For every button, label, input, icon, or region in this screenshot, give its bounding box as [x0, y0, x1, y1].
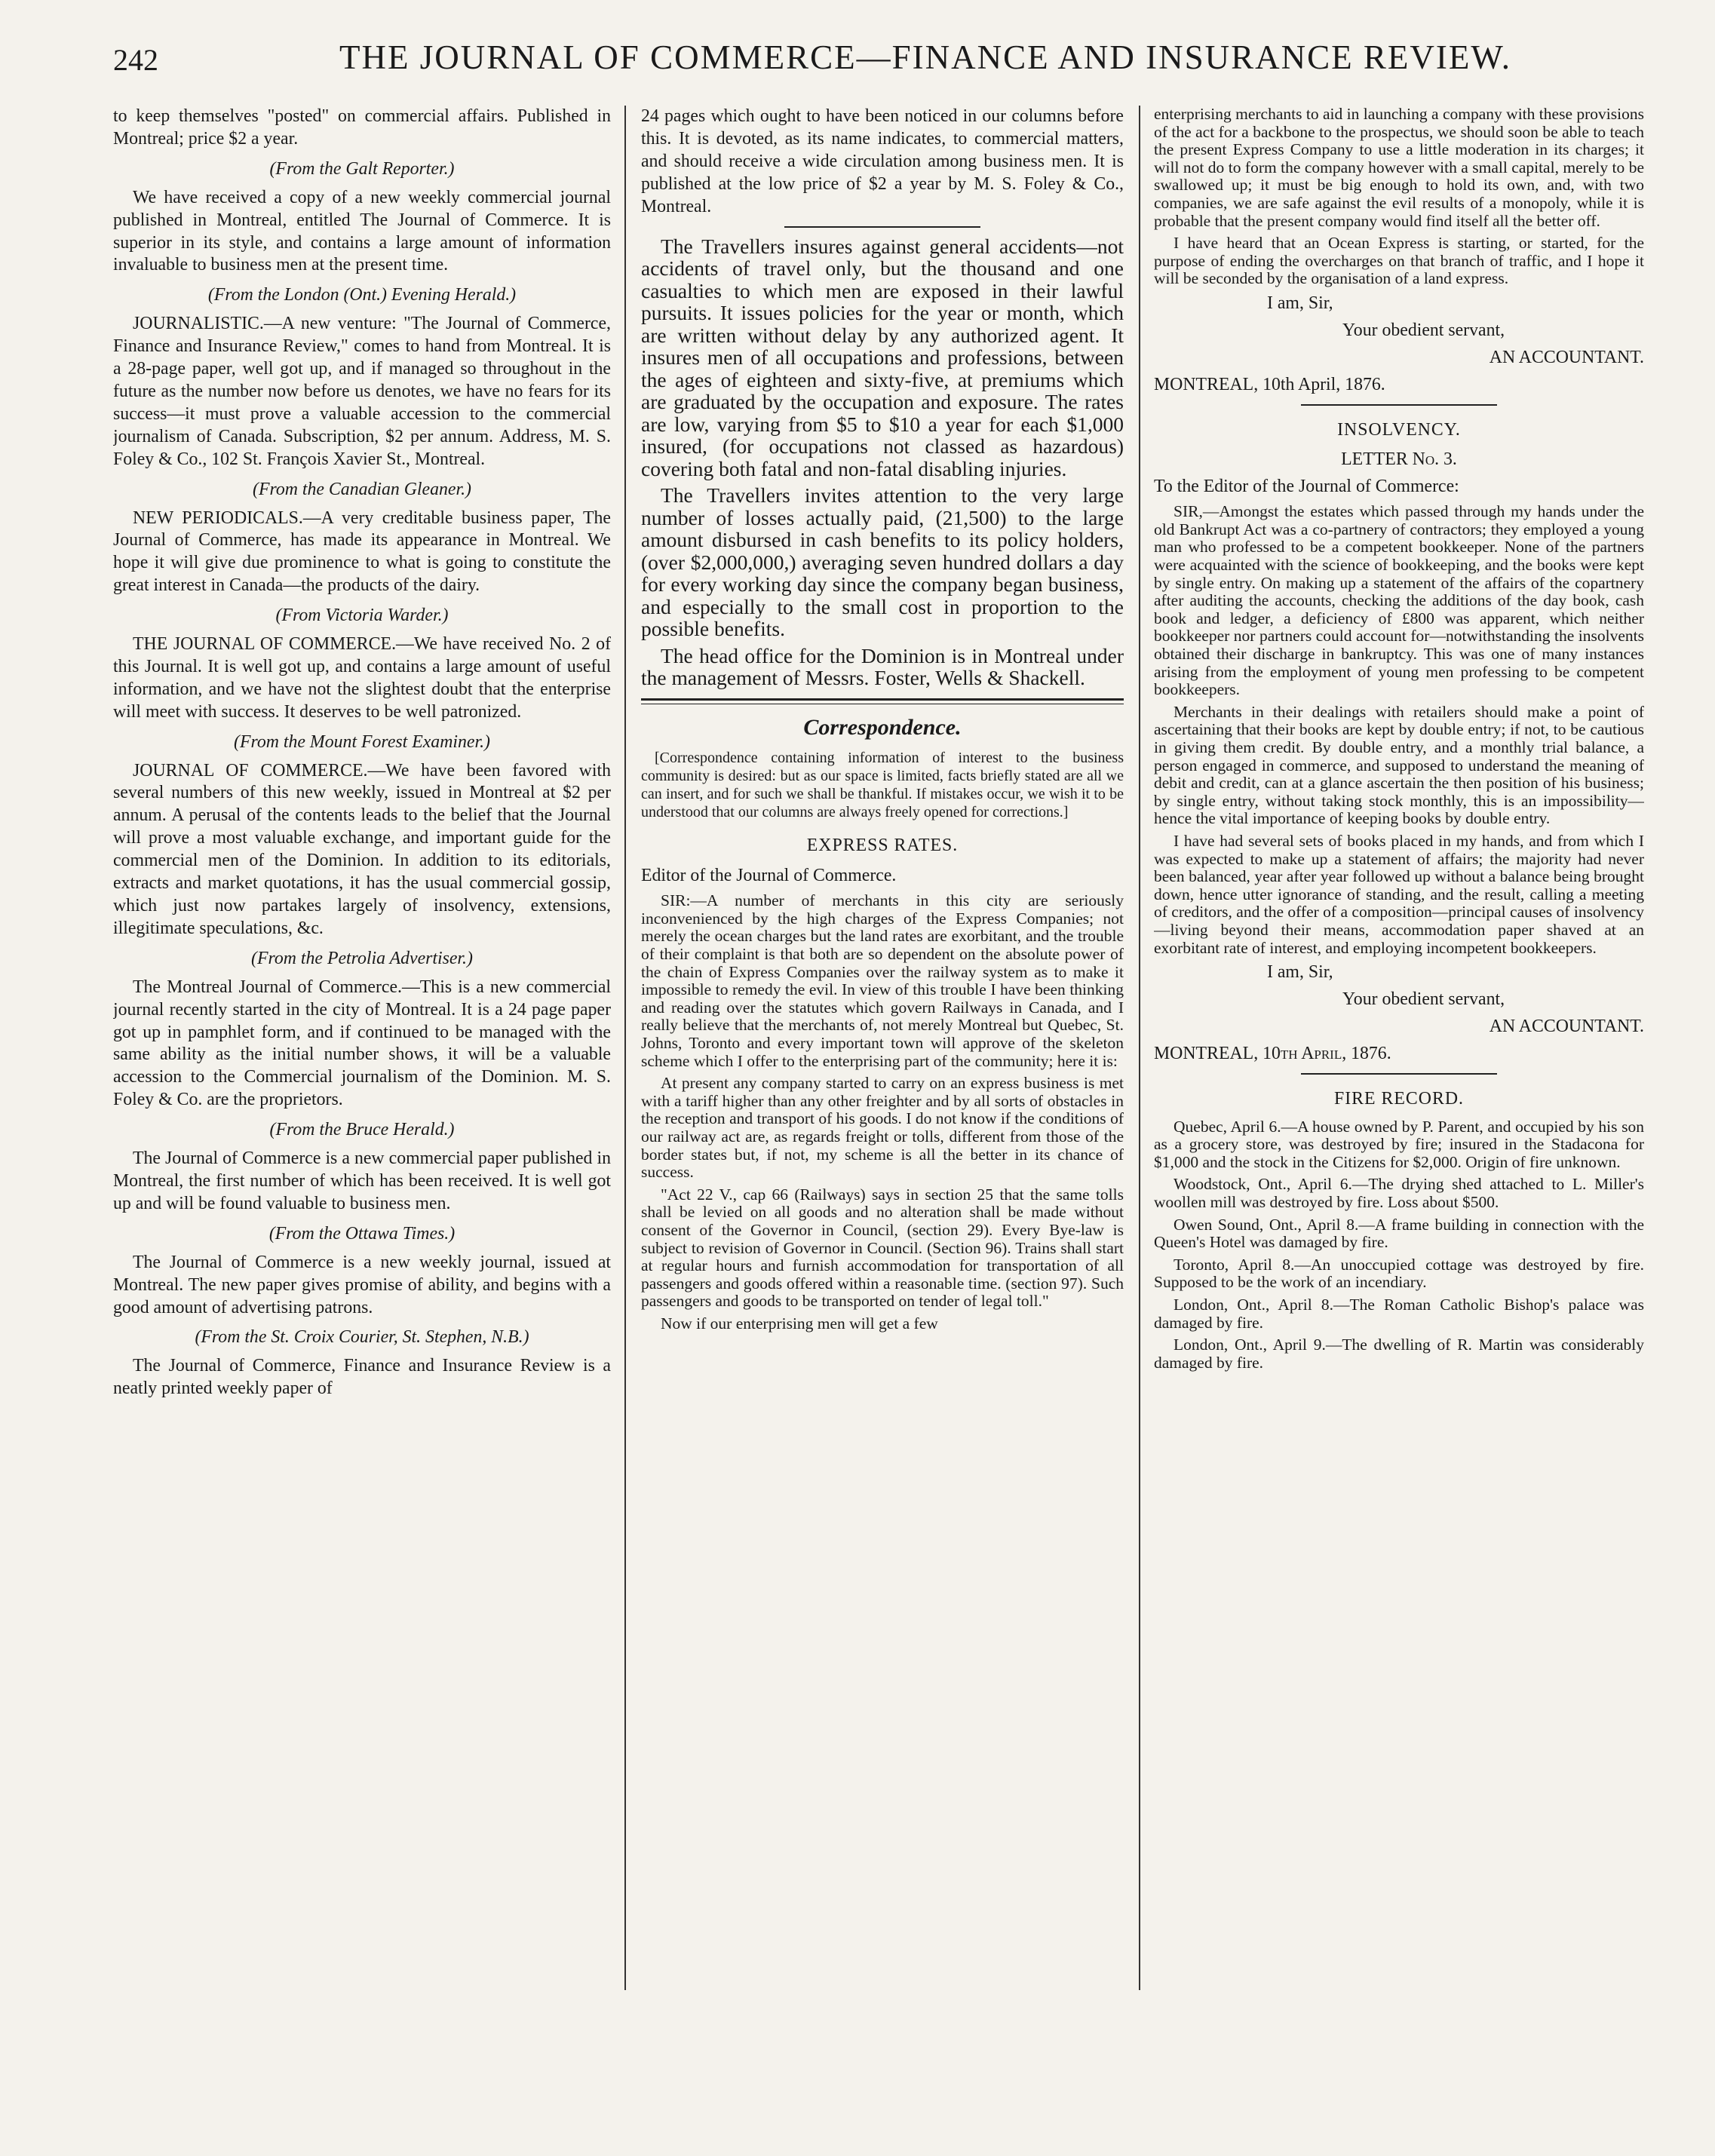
column-rule	[1139, 106, 1140, 1990]
article-heading: FIRE RECORD.	[1334, 1088, 1464, 1109]
salutation: To the Editor of the Journal of Commerce:	[1154, 477, 1459, 497]
paragraph: The Journal of Commerce is a new commercial paper published in Montreal, the first number of which has been received. It is well got up and will be found valuable to business men.	[113, 1149, 611, 1213]
paragraph: THE JOURNAL OF COMMERCE.—We have received No. 2 of this Journal. It is well got up, and contains a large amount of useful information, and we have not the slightest doubt that the enterprise will meet with success. It deserves to be well patronized.	[113, 634, 611, 722]
source-line: (From the London (Ont.) Evening Herald.)	[207, 285, 517, 305]
source-line: (From Victoria Warder.)	[275, 606, 449, 626]
page-number: 242	[113, 43, 158, 77]
section-heading: Correspondence.	[803, 714, 962, 740]
paragraph: JOURNALISTIC.—A new venture: "The Journal of Commerce, Finance and Insurance Review," comes to hand from Montreal. It is a 28-page paper, well got up, and if managed so throughout in the future as the number now before us denotes, we have no fears for its success—it must prove a valuable accession to the commercial journalism of Canada. Subscription, $2 per annum. Address, M. S. Foley & Co., 102 St. François Xavier St., Montreal.	[113, 314, 611, 469]
closing: I am, Sir,	[1267, 293, 1333, 313]
letter-paragraph: I have heard that an Ocean Express is starting, or started, for the purpose of ending the overcharges on that branch of traffic, and I hope it will be seconded by the organisation of a land express.	[1154, 234, 1644, 288]
running-title: THE JOURNAL OF COMMERCE—FINANCE AND INSURANCE REVIEW.	[339, 38, 1511, 76]
letter-paragraph: At present any company started to carry on an express business is met with a tariff higher than any other freighter and by all sorts of obstacles in the reception and transport of his goods. I do not know if the conditions of our railway act are, as regards freight or tolls, different from those of the border states but, if not, my scheme is all the better in its chance of success.	[641, 1074, 1124, 1182]
closing: Your obedient servant,	[1342, 320, 1505, 340]
signature: AN ACCOUNTANT.	[1489, 1016, 1644, 1036]
fire-item: London, Ont., April 8.—The Roman Catholic Bishop's palace was damaged by fire.	[1154, 1296, 1644, 1332]
closing: I am, Sir,	[1267, 962, 1333, 983]
source-line: (From the Petrolia Advertiser.)	[251, 948, 473, 968]
closing: Your obedient servant,	[1342, 989, 1505, 1010]
signature: AN ACCOUNTANT.	[1489, 347, 1644, 367]
fire-item: Toronto, April 8.—An unoccupied cottage was destroyed by fire. Supposed to be the work of an incendiary.	[1154, 1255, 1644, 1292]
fire-item: Woodstock, Ont., April 6.—The drying shed attached to L. Miller's woollen mill was destroyed by fire. Loss about $500.	[1154, 1175, 1644, 1212]
letter-paragraph: "Act 22 V., cap 66 (Railways) says in section 25 that the same tolls shall be levied on all goods and no alteration shall be made without consent of the Governor in Council, (section 29). Every Bye-law is subject to revision of Governor in Council. (Section 96). Trains shall start at regular hours and furnish accommodation for transportation of all passengers and goods offered within a reasonable time. (section 97). Such passengers and goods to be transported on tender of legal toll."	[641, 1185, 1124, 1311]
letter-paragraph: SIR:—A number of merchants in this city are seriously inconvenienced by the high charges of the Express Companies; not merely the ocean charges but the land rates are exorbitant, and the trouble of their complaint is that both are so dependent on the absolute power of the chain of Express Companies over the railway system as to make it impossible to remedy the evil. In view of this trouble I have been thinking and reading over the statutes which govern Railways in Canada, and I really believe that the merchants of, not merely Montreal but Quebec, St. Johns, Toronto and every important town will approve of the skeleton scheme which I offer to the enterprising part of the community; here it is:	[641, 891, 1124, 1070]
divider	[784, 226, 980, 228]
editorial-note: [Correspondence containing information of interest to the business community is desired: but as our space is limited, facts briefly stated are all we can insert, and for such we shall be thankful. If mistakes occur, we wish it to be understood that our columns are always freely opened for corrections.]	[641, 750, 1124, 821]
double-rule	[641, 698, 1124, 704]
letter-paragraph: enterprising merchants to aid in launching a company with these provisions of the act for a backbone to the prospectus, we should soon be able to teach the present Express Company to use a little moderation in its charges; it will not do to form the company however with a small capital, merely to be swallowed up; it must be big enough to hold its own, and, with two companies, we are safe against the evil results of a monopoly, while it is probable that the present company would find itself all the better off.	[1154, 106, 1644, 230]
fire-item: Quebec, April 6.—A house owned by P. Parent, and occupied by his son as a grocery store, was destroyed by fire; insured in the Stadacona for $1,000 and the stock in the Citizens for $2,000. Origin of fire unknown.	[1154, 1117, 1644, 1171]
letter-paragraph: Merchants in their dealings with retailers should make a point of ascertaining that their books are kept by double entry; if not, to be cautious in giving them credit. By double entry, and a monthly trial balance, a person engaged in commerce, and supposed to understand the meaning of debit and credit, can at a glance ascertain the then position of his business; by single entry, without taking stock monthly, this is an impossibility—hence the vital importance of keeping books by double entry.	[1154, 702, 1644, 828]
letter-paragraph: I have had several sets of books placed in my hands, and from which I was expected to make up a statement of affairs; the majority had never been balanced, year after year followed up without a balance being brought down, hence utter ignorance of standing, and the result, calling a meeting of creditors, and the offer of a composition—principal causes of insolvency—living beyond their means, accommodation paper shaved at an exorbitant rate of interest, and employing incompetent bookkeepers.	[1154, 831, 1644, 957]
page-header	[113, 38, 1637, 90]
letter-paragraph: Now if our enterprising men will get a few	[661, 1314, 938, 1333]
source-line: (From the Ottawa Times.)	[268, 1223, 456, 1244]
dateline: MONTREAL, 10th April, 1876.	[1154, 1043, 1391, 1063]
paragraph: The Journal of Commerce, Finance and Insurance Review is a neatly printed weekly paper of	[113, 1356, 611, 1399]
paragraph: We have received a copy of a new weekly commercial journal published in Montreal, entitled The Journal of Commerce. It is superior in its style, and contains a large amount of information invaluable to business men at the present time.	[113, 187, 611, 275]
dateline: MONTREAL, 10th April, 1876.	[1154, 374, 1385, 394]
column-1	[113, 106, 611, 2096]
fire-item: London, Ont., April 9.—The dwelling of R. Martin was considerably damaged by fire.	[1154, 1336, 1644, 1372]
travellers-ad-paragraph: The Travellers insures against general accidents—not accidents of travel only, but the thousand and one casualties to which men are exposed in their lawful pursuits. It issues policies for the year or month, which are written without delay by any authorized agent. It insures men of all occupations and professions, between the ages of eighteen and sixty-five, at premiums which are graduated by the occupation and exposure. The rates are low, varying from $5 to $10 a year for each $1,000 insured, (for occupations not classed as hazardous) covering both fatal and non-fatal disabling injuries.	[641, 234, 1124, 480]
source-line: (From the St. Croix Courier, St. Stephen, N.B.)	[195, 1327, 529, 1348]
column-rule	[624, 106, 626, 1990]
travellers-ad-paragraph: The Travellers invites attention to the very large number of losses actually paid, (21,500) to the large amount disbursed in cash benefits to its policy holders, (over $2,000,000,) averaging seven hundred dollars a day for every working day since the company began business, and especially to the small cost in proportion to the possible benefits.	[641, 483, 1124, 641]
paragraph: 24 pages which ought to have been noticed in our columns before this. It is devoted, as its name indicates, to commercial matters, and should receive a wide circulation among business men. It is published at the low price of $2 a year by M. S. Foley & Co., Montreal.	[641, 106, 1124, 216]
paragraph: NEW PERIODICALS.—A very creditable business paper, The Journal of Commerce, has made its appearance in Montreal. We hope it will give due prominence to what is going to constitute the great interest in Canada—the products of the dairy.	[113, 508, 611, 596]
source-line: (From the Mount Forest Examiner.)	[234, 731, 490, 752]
fire-item: Owen Sound, Ont., April 8.—A frame building in connection with the Queen's Hotel was damaged by fire.	[1154, 1215, 1644, 1252]
source-line: (From the Galt Reporter.)	[269, 158, 455, 179]
salutation: Editor of the Journal of Commerce.	[641, 866, 897, 886]
paragraph: The Montreal Journal of Commerce.—This is a new commercial journal recently started in the city of Montreal. It is a 24 page paper got up in pamphlet form, and if continued to be managed with the same ability as the initial number shows, it will be a valuable accession to the Commercial journalism of the Dominion. M. S. Foley & Co. are the proprietors.	[113, 977, 611, 1110]
source-line: (From the Canadian Gleaner.)	[253, 479, 471, 499]
column-3	[1154, 106, 1644, 2096]
article-subheading: LETTER No. 3.	[1341, 449, 1457, 470]
paragraph: to keep themselves "posted" on commercial affairs. Published in Montreal; price $2 a year.	[113, 106, 611, 149]
article-heading: INSOLVENCY.	[1337, 419, 1461, 440]
divider	[1301, 1073, 1497, 1075]
paragraph: JOURNAL OF COMMERCE.—We have been favored with several numbers of this new weekly, issued in Montreal at $2 per annum. A perusal of the contents leads to the belief that the Journal will prove a most valuable exchange, and important guide for the commercial men of the Dominion. In addition to its editorials, extracts and market quotations, it has the usual commercial gossip, which just now partakes largely of insolvency, extensions, illegitimate speculations, &c.	[113, 760, 611, 938]
article-heading: EXPRESS RATES.	[806, 836, 959, 856]
paragraph: The Journal of Commerce is a new weekly journal, issued at Montreal. The new paper gives promise of ability, and begins with a good amount of advertising patrons.	[113, 1252, 611, 1317]
column-2	[641, 106, 1124, 2096]
letter-paragraph: SIR,—Amongst the estates which passed through my hands under the old Bankrupt Act was a co-partnery of contractors; they employed a young man who professed to be a competent bookkeeper. None of the partners were acquainted with the science of bookkeeping, and the books were kept by single entry. On making up a statement of the affairs of the copartnery after auditing the accounts, checking the additions of the day book, cash book and ledger, a deficiency of £800 was apparent, which neither bookkeeper nor partners could account for—notwithstanding the insolvents obtained their discharge in bankruptcy. This was one of many instances arising from the employment of young men professing to be competent bookkeepers.	[1154, 502, 1644, 699]
divider	[1301, 404, 1497, 406]
source-line: (From the Bruce Herald.)	[269, 1120, 455, 1140]
travellers-ad-paragraph: The head office for the Dominion is in Montreal under the management of Messrs. Foster, Wells & Shackell.	[641, 643, 1124, 690]
